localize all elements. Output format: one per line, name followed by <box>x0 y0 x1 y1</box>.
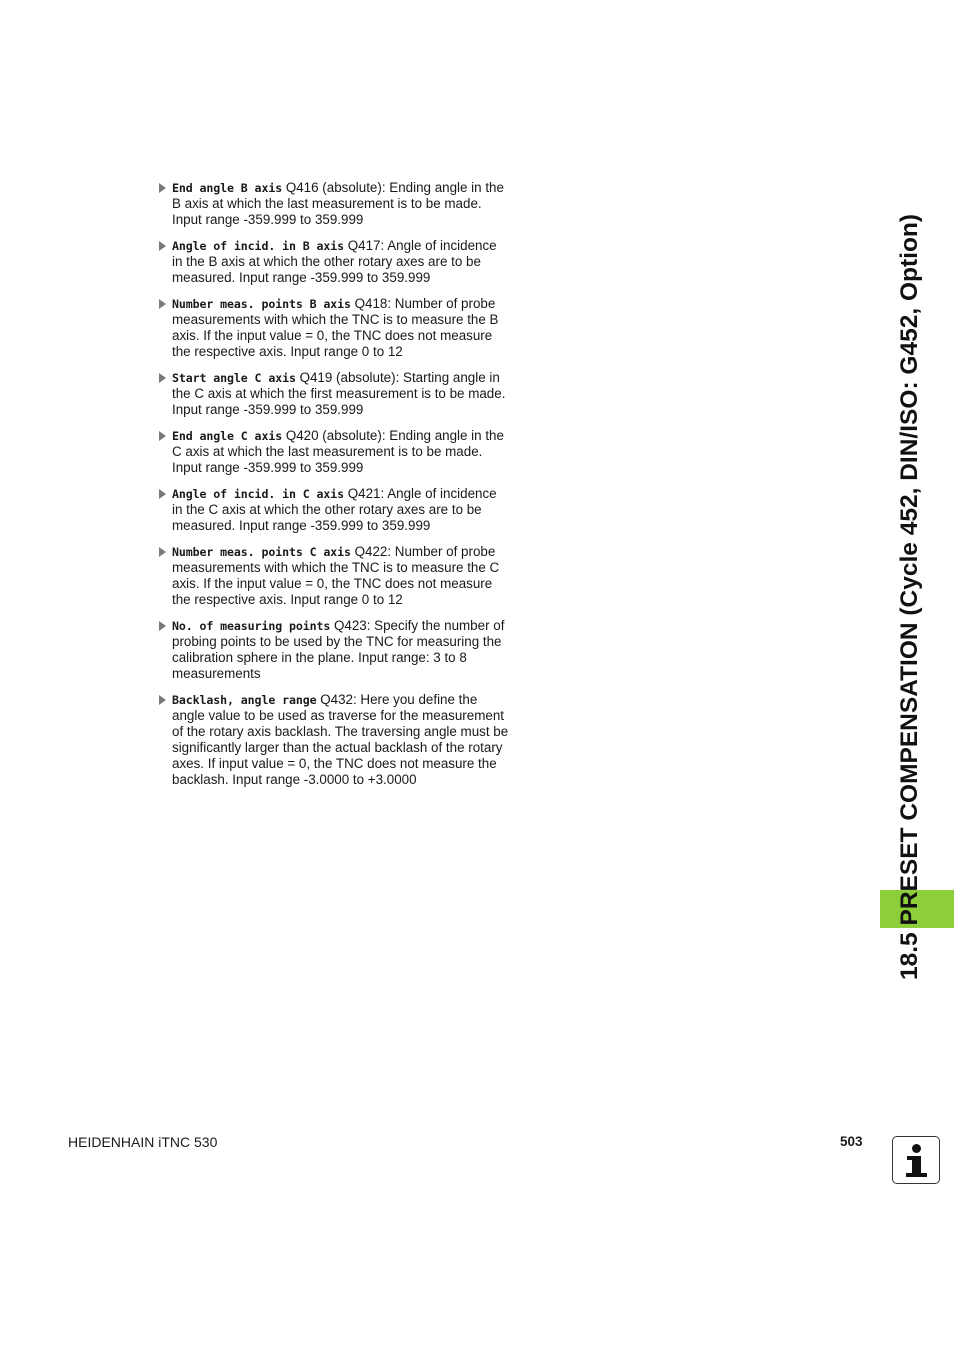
page-number: 503 <box>840 1134 863 1149</box>
triangle-right-icon <box>159 695 166 705</box>
footer-product-name: HEIDENHAIN iTNC 530 <box>68 1134 218 1150</box>
parameter-description: Q422: Number of probe measurements with which the TNC is to measure the C axis. If the input value = 0, the TNC does not measure the respective axis. Input range 0 to 12 <box>172 544 500 607</box>
parameter-code: End angle C axis <box>172 429 283 443</box>
triangle-right-icon <box>159 373 166 383</box>
parameter-code: Angle of incid. in B axis <box>172 239 345 253</box>
parameter-item <box>158 544 510 608</box>
parameter-description: Q423: Specify the number of probing points to be used by the TNC for measuring the calibration sphere in the plane. Input range: 3 to 8 measurements <box>172 618 505 681</box>
parameter-item <box>158 370 510 418</box>
info-icon-dot <box>912 1144 921 1153</box>
triangle-right-icon <box>159 621 166 631</box>
parameter-description: Q417: Angle of incidence in the B axis at which the other rotary axes are to be measured. Input range -359.999 to 359.999 <box>172 238 497 285</box>
parameter-item <box>158 692 510 788</box>
parameter-item <box>158 238 510 286</box>
info-icon-serif-bottom <box>906 1173 927 1177</box>
triangle-right-icon <box>159 547 166 557</box>
parameter-list <box>158 180 510 798</box>
parameter-description: Q419 (absolute): Starting angle in the C axis at which the first measurement is to be made. Input range -359.999 to 359.999 <box>172 370 506 417</box>
triangle-right-icon <box>159 299 166 309</box>
parameter-code: Angle of incid. in C axis <box>172 487 345 501</box>
parameter-description: Q421: Angle of incidence in the C axis at which the other rotary axes are to be measured. Input range -359.999 to 359.999 <box>172 486 497 533</box>
parameter-description: Q416 (absolute): Ending angle in the B axis at which the last measurement is to be made. Input range -359.999 to 359.999 <box>172 180 504 227</box>
triangle-right-icon <box>159 489 166 499</box>
parameter-item <box>158 180 510 228</box>
parameter-description: Q420 (absolute): Ending angle in the C axis at which the last measurement is to be made. Input range -359.999 to 359.999 <box>172 428 504 475</box>
parameter-item <box>158 486 510 534</box>
parameter-description: Q432: Here you define the angle value to be used as traverse for the measurement of the rotary axis backlash. The traversing angle must be significantly larger than the actual backlash of the rotary axes. If input value = 0, the TNC does not measure the backlash. Input range -3.0000 to +3.0000 <box>172 692 509 787</box>
triangle-right-icon <box>159 431 166 441</box>
parameter-code: Start angle C axis <box>172 371 296 385</box>
parameter-description: Q418: Number of probe measurements with which the TNC is to measure the B axis. If the input value = 0, the TNC does not measure the respective axis. Input range 0 to 12 <box>172 296 499 359</box>
section-heading: 18.5 PRESET COMPENSATION (Cycle 452, DIN/ISO: G452, Option) <box>896 213 923 980</box>
parameter-code: No. of measuring points <box>172 619 331 633</box>
info-icon <box>892 1136 940 1184</box>
triangle-right-icon <box>159 183 166 193</box>
parameter-code: Number meas. points C axis <box>172 545 351 559</box>
parameter-code: End angle B axis <box>172 181 283 195</box>
sidebar-section-title <box>880 0 940 980</box>
parameter-item <box>158 296 510 360</box>
parameter-code: Number meas. points B axis <box>172 297 351 311</box>
parameter-item <box>158 428 510 476</box>
parameter-code: Backlash, angle range <box>172 693 317 707</box>
triangle-right-icon <box>159 241 166 251</box>
parameter-item <box>158 618 510 682</box>
